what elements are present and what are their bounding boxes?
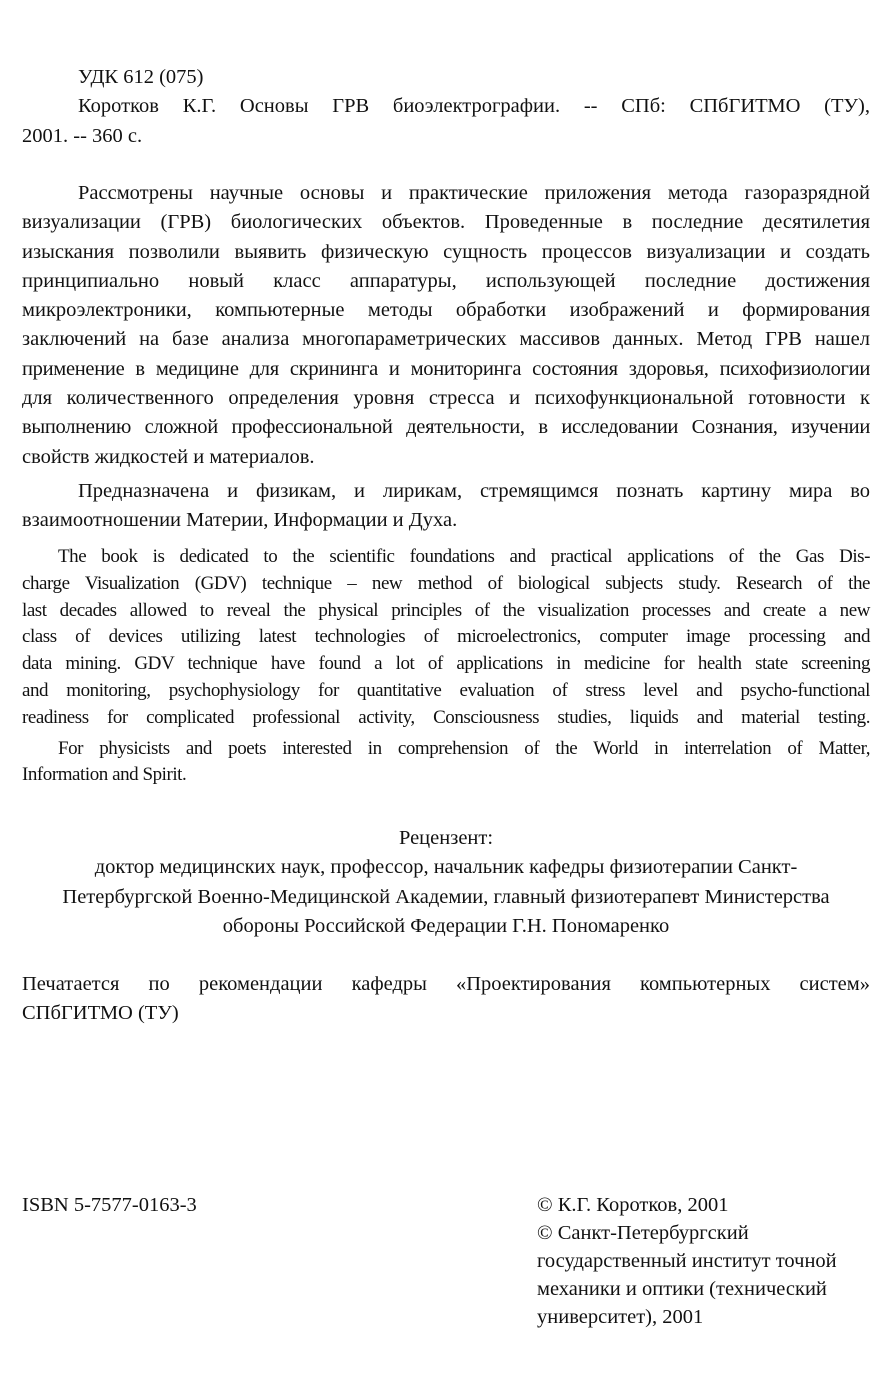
abstract-line: заключений на базе анализа многопараметрических массивов данных. Метод ГРВ нашел [22, 328, 870, 351]
abstract-russian [22, 179, 870, 536]
abstract-line: для количественного определения уровня стресса и психофункциональной готовности к [22, 387, 870, 410]
reviewer-line: доктор медицинских наук, профессор, начальник кафедры физиотерапии Санкт- [94, 856, 798, 879]
copyright-line: © Санкт-Петербургский [537, 1222, 749, 1244]
abstract-line: data mining. GDV technique have found a lot of applications in medicine for health state screening [22, 653, 870, 675]
audience-line: Information and Spirit. [22, 764, 187, 786]
abstract-line: readiness for complicated professional activity, Consciousness studies, liquids and material testing. [22, 706, 870, 728]
copyright-line: © К.Г. Коротков, 2001 [537, 1194, 729, 1216]
abstract-line: last decades allowed to reveal the physical principles of the visualization processes and create a new [22, 599, 870, 621]
copyright-line: механики и оптики (технический [537, 1278, 827, 1300]
abstract-line: принципиально новый класс аппаратуры, использующей последние достижения [22, 269, 870, 292]
abstract-line: свойств жидкостей и материалов. [22, 445, 315, 468]
citation-line: Коротков К.Г. Основы ГРВ биоэлектрографии. -- СПб: СПбГИТМО (ТУ), [78, 95, 870, 118]
abstract-line: charge Visualization (GDV) technique – new method of biological subjects study. Research of the [22, 572, 870, 594]
reviewer-line: Петербургской Военно-Медицинской Академии, главный физиотерапевт Министерства [62, 885, 830, 908]
abstract-line: and monitoring, psychophysiology for quantitative evaluation of stress level and psycho-functional [22, 679, 870, 701]
abstract-line: визуализации (ГРВ) биологических объектов. Проведенные в последние десятилетия [22, 211, 870, 234]
abstract-line: изыскания позволили выявить физическую сущность процессов визуализации и создать [22, 240, 870, 263]
abstract-line: Рассмотрены научные основы и практические приложения метода газоразрядной [78, 182, 870, 204]
copyright-line: государственный институт точной [537, 1250, 837, 1272]
abstract-line: class of devices utilizing latest technologies of microelectronics, computer image processing and [22, 626, 870, 648]
citation-line: 2001. -- 360 с. [22, 124, 143, 147]
abstract-line: The book is dedicated to the scientific foundations and practical applications of the Gas Dis- [58, 546, 870, 567]
bibliographic-header [22, 63, 870, 151]
audience-line: взаимоотношении Материи, Информации и Духа. [22, 509, 458, 532]
reviewer-heading: Рецензент: [398, 827, 494, 849]
reviewer-line: обороны Российской Федерации Г.Н. Пономаренко [222, 914, 670, 937]
recommendation-line: Печатается по рекомендации кафедры «Проектирования компьютерных систем» [22, 973, 870, 995]
copyright-line: университет), 2001 [537, 1306, 704, 1328]
abstract-line: применение в медицине для скрининга и мониторинга состояния здоровья, психофизиологии [22, 357, 870, 380]
audience-line: Предназначена и физикам, и лирикам, стремящимся познать картину мира во [78, 479, 870, 502]
udc-code: УДК 612 (075) [78, 66, 204, 88]
isbn: ISBN 5-7577-0163-3 [22, 1194, 197, 1216]
abstract-line: выполнению сложной профессиональной деятельности, в исследовании Сознания, изучении [22, 416, 870, 439]
copyright-block [537, 1191, 837, 1331]
recommendation-block [22, 970, 870, 1029]
audience-line: For physicists and poets interested in comprehension of the World in interrelation of Matter, [58, 737, 870, 759]
reviewer-block [22, 824, 870, 941]
abstract-english [22, 544, 870, 789]
recommendation-line: СПбГИТМО (ТУ) [22, 1002, 179, 1025]
abstract-line: микроэлектроники, компьютерные методы обработки изображений и формирования [22, 299, 870, 322]
